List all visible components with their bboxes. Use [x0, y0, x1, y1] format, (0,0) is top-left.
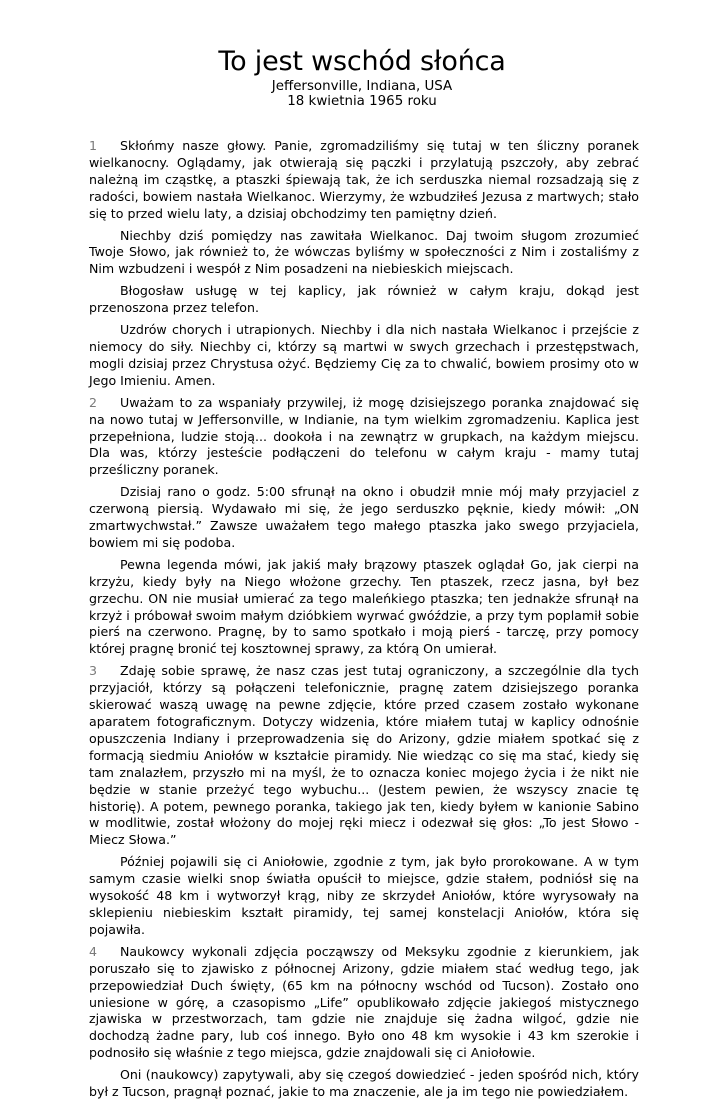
paragraph-1 [89, 138, 639, 223]
paragraph [89, 484, 639, 552]
paragraph-text: Naukowcy wykonali zdjęcia począwszy od Meksyku zgodnie z kierunkiem, jak poruszało się to zjawisko z północnej Arizony, gdzie miałem stać według tego, jak przepowiedział Duch święty, (65 km na północny wschód od Tucson). Zostało ono uniesione w górę, a czasopismo „Life” opublikowało zdjęcie jakiegoś mistycznego zjawiska w przestworzach, tam gdzie nie znajduje się żadna wilgoć, gdzie nie dochodzą żadne pary, lub coś innego. Było ono 48 km wysokie i 43 km szerokie i podnosiło się właśnie z tego miejsca, gdzie znajdowali się ci Aniołowie. [89, 943, 639, 1061]
paragraph [89, 283, 639, 317]
paragraph-2 [89, 395, 639, 480]
paragraph [89, 557, 639, 658]
paragraph-text: Później pojawili się ci Aniołowie, zgodnie z tym, jak było prorokowane. A w tym samym czasie wielki snop światła opuścił to miejsce, gdzie stałem, podniósł się na wysokość 48 km i wytworzył krąg, niby ze skrzydeł Aniołów, które wyrysowały na sklepieniu niebieskim kształt piramidy, tej samej konstelacji Aniołów, która się pojawiła. [89, 854, 639, 937]
paragraph-text: Uważam to za wspaniały przywilej, iż mogę dzisiejszego poranka znajdować się na nowo tutaj w Jeffersonville, w Indianie, na tym wielkim zgromadzeniu. Kaplica jest przepełniona, ludzie stoją... dookoła i na zewnątrz w grupkach, na każdym miejscu. Dla was, którzy jesteście podłączeni do telefonu w całym kraju - mamy tutaj prześliczny poranek. [89, 394, 639, 478]
paragraph-text: Skłońmy nasze głowy. Panie, zgromadziliśmy się tutaj w ten śliczny poranek wielkanocny. Oglądamy, jak otwierają się pączki i przylatują pszczoły, aby zebrać należną im cząstkę, a ptaszki śpiewają tak, że ich serduszka niemal rozsadzają się z radości, bowiem nastała Wielkanoc. Wierzymy, że wzbudziłeś Jezusa z martwych; stało się to przed wielu laty, a dzisiaj obchodzimy ten pamiętny dzień. [89, 138, 639, 221]
document-location: Jeffersonville, Indiana, USA [271, 79, 453, 94]
document-body [89, 138, 639, 1106]
paragraph-number: 4 [89, 943, 98, 959]
paragraph-text: Uzdrów chorych i utrapionych. Niechby i dla nich nastała Wielkanoc i przejście z niemocy do siły. Niechby ci, którzy są martwi w swych grzechach i przestępstwach, mogli dzisiaj przez Chrystusa ożyć. Będziemy Cię za to chwalić, bowiem prosimy oto w Jego Imieniu. Amen. [89, 322, 639, 388]
paragraph-number: 2 [89, 394, 98, 410]
paragraph-text: Oni (naukowcy) zapytywali, aby się czegoś dowiedzieć - jeden spośród nich, który był z Tucson, pragnął poznać, jakie to ma znaczenie, ale ja im tego nie powiedziałem. [89, 1067, 639, 1100]
document-date: 18 kwietnia 1965 roku [287, 94, 437, 109]
paragraph-text: Zdaję sobie sprawę, że nasz czas jest tutaj ograniczony, a szczególnie dla tych przyjaciół, którzy są połączeni telefonicznie, pragnę zatem dzisiejszego poranka skierować waszą uwagę na pewne zdjęcie, które przed czasem zostało wykonane aparatem fotograficznym. Dotyczy widzenia, które miałem tutaj w kaplicy odnośnie opuszczenia Indiany i przeprowadzenia się do Arizony, gdzie miałem spotkać się z formacją siedmiu Aniołów w kształcie piramidy. Nie wiedząc co się ma stać, kiedy się tam znalazłem, przyszło mi na myśl, że to oznacza koniec mojego życia i że nikt nie będzie w stanie przeżyć tego wybuchu... (Jestem pewien, że wszyscy znacie tę historię). A potem, pewnego poranka, takiego jak ten, kiedy byłem w kanionie Sabino w modlitwie, został włożony do mojej ręki miecz i odezwał się głos: „To jest Słowo - Miecz Słowa.” [89, 663, 639, 848]
paragraph [89, 228, 639, 279]
paragraph-number: 1 [89, 138, 98, 153]
paragraph-number: 3 [89, 663, 98, 679]
paragraph [89, 854, 639, 939]
paragraph-text: Niechby dziś pomiędzy nas zawitała Wielkanoc. Daj twoim sługom zrozumieć Twoje Słowo, jak również to, że wówczas byliśmy w społeczności z Nim i zostaliśmy z Nim wzbudzeni i wespół z Nim posadzeni na niebieskich miejscach. [89, 227, 639, 277]
paragraph-text: Pewna legenda mówi, jak jakiś mały brązowy ptaszek oglądał Go, jak cierpi na krzyżu, kiedy były na Niego włożone grzechy. Ten ptaszek, rzecz jasna, był bez grzechu. ON nie musiał umierać za tego maleńkiego ptaszka; ten jednakże sfrunął na krzyż i próbował swoim małym dzióbkiem wyrwać gwóździe, a przy tym poplamił sobie pierś na czerwono. Pragnę, by to samo spotkało i moją pierś - tarczę, przy pomocy której pragnę bronić tej kosztownej sprawy, za którą On umierał. [89, 556, 639, 657]
paragraph [89, 1067, 639, 1101]
paragraph-4 [89, 944, 639, 1062]
paragraph-text: Błogosław usługę w tej kaplicy, jak również w całym kraju, dokąd jest przenoszona przez telefon. [89, 283, 639, 316]
paragraph-3 [89, 663, 639, 849]
paragraph-text: Dzisiaj rano o godz. 5:00 sfrunął na okno i obudził mnie mój mały przyjaciel z czerwoną piersią. Wydawało mi się, że jego serduszko pęknie, kiedy mówił: „ON zmartwychwstał.” Zawsze uważałem tego małego ptaszka jako swego przyjaciela, bowiem mi się podoba. [89, 484, 639, 550]
document-title: To jest wschód słońca [218, 46, 506, 77]
paragraph [89, 322, 639, 390]
